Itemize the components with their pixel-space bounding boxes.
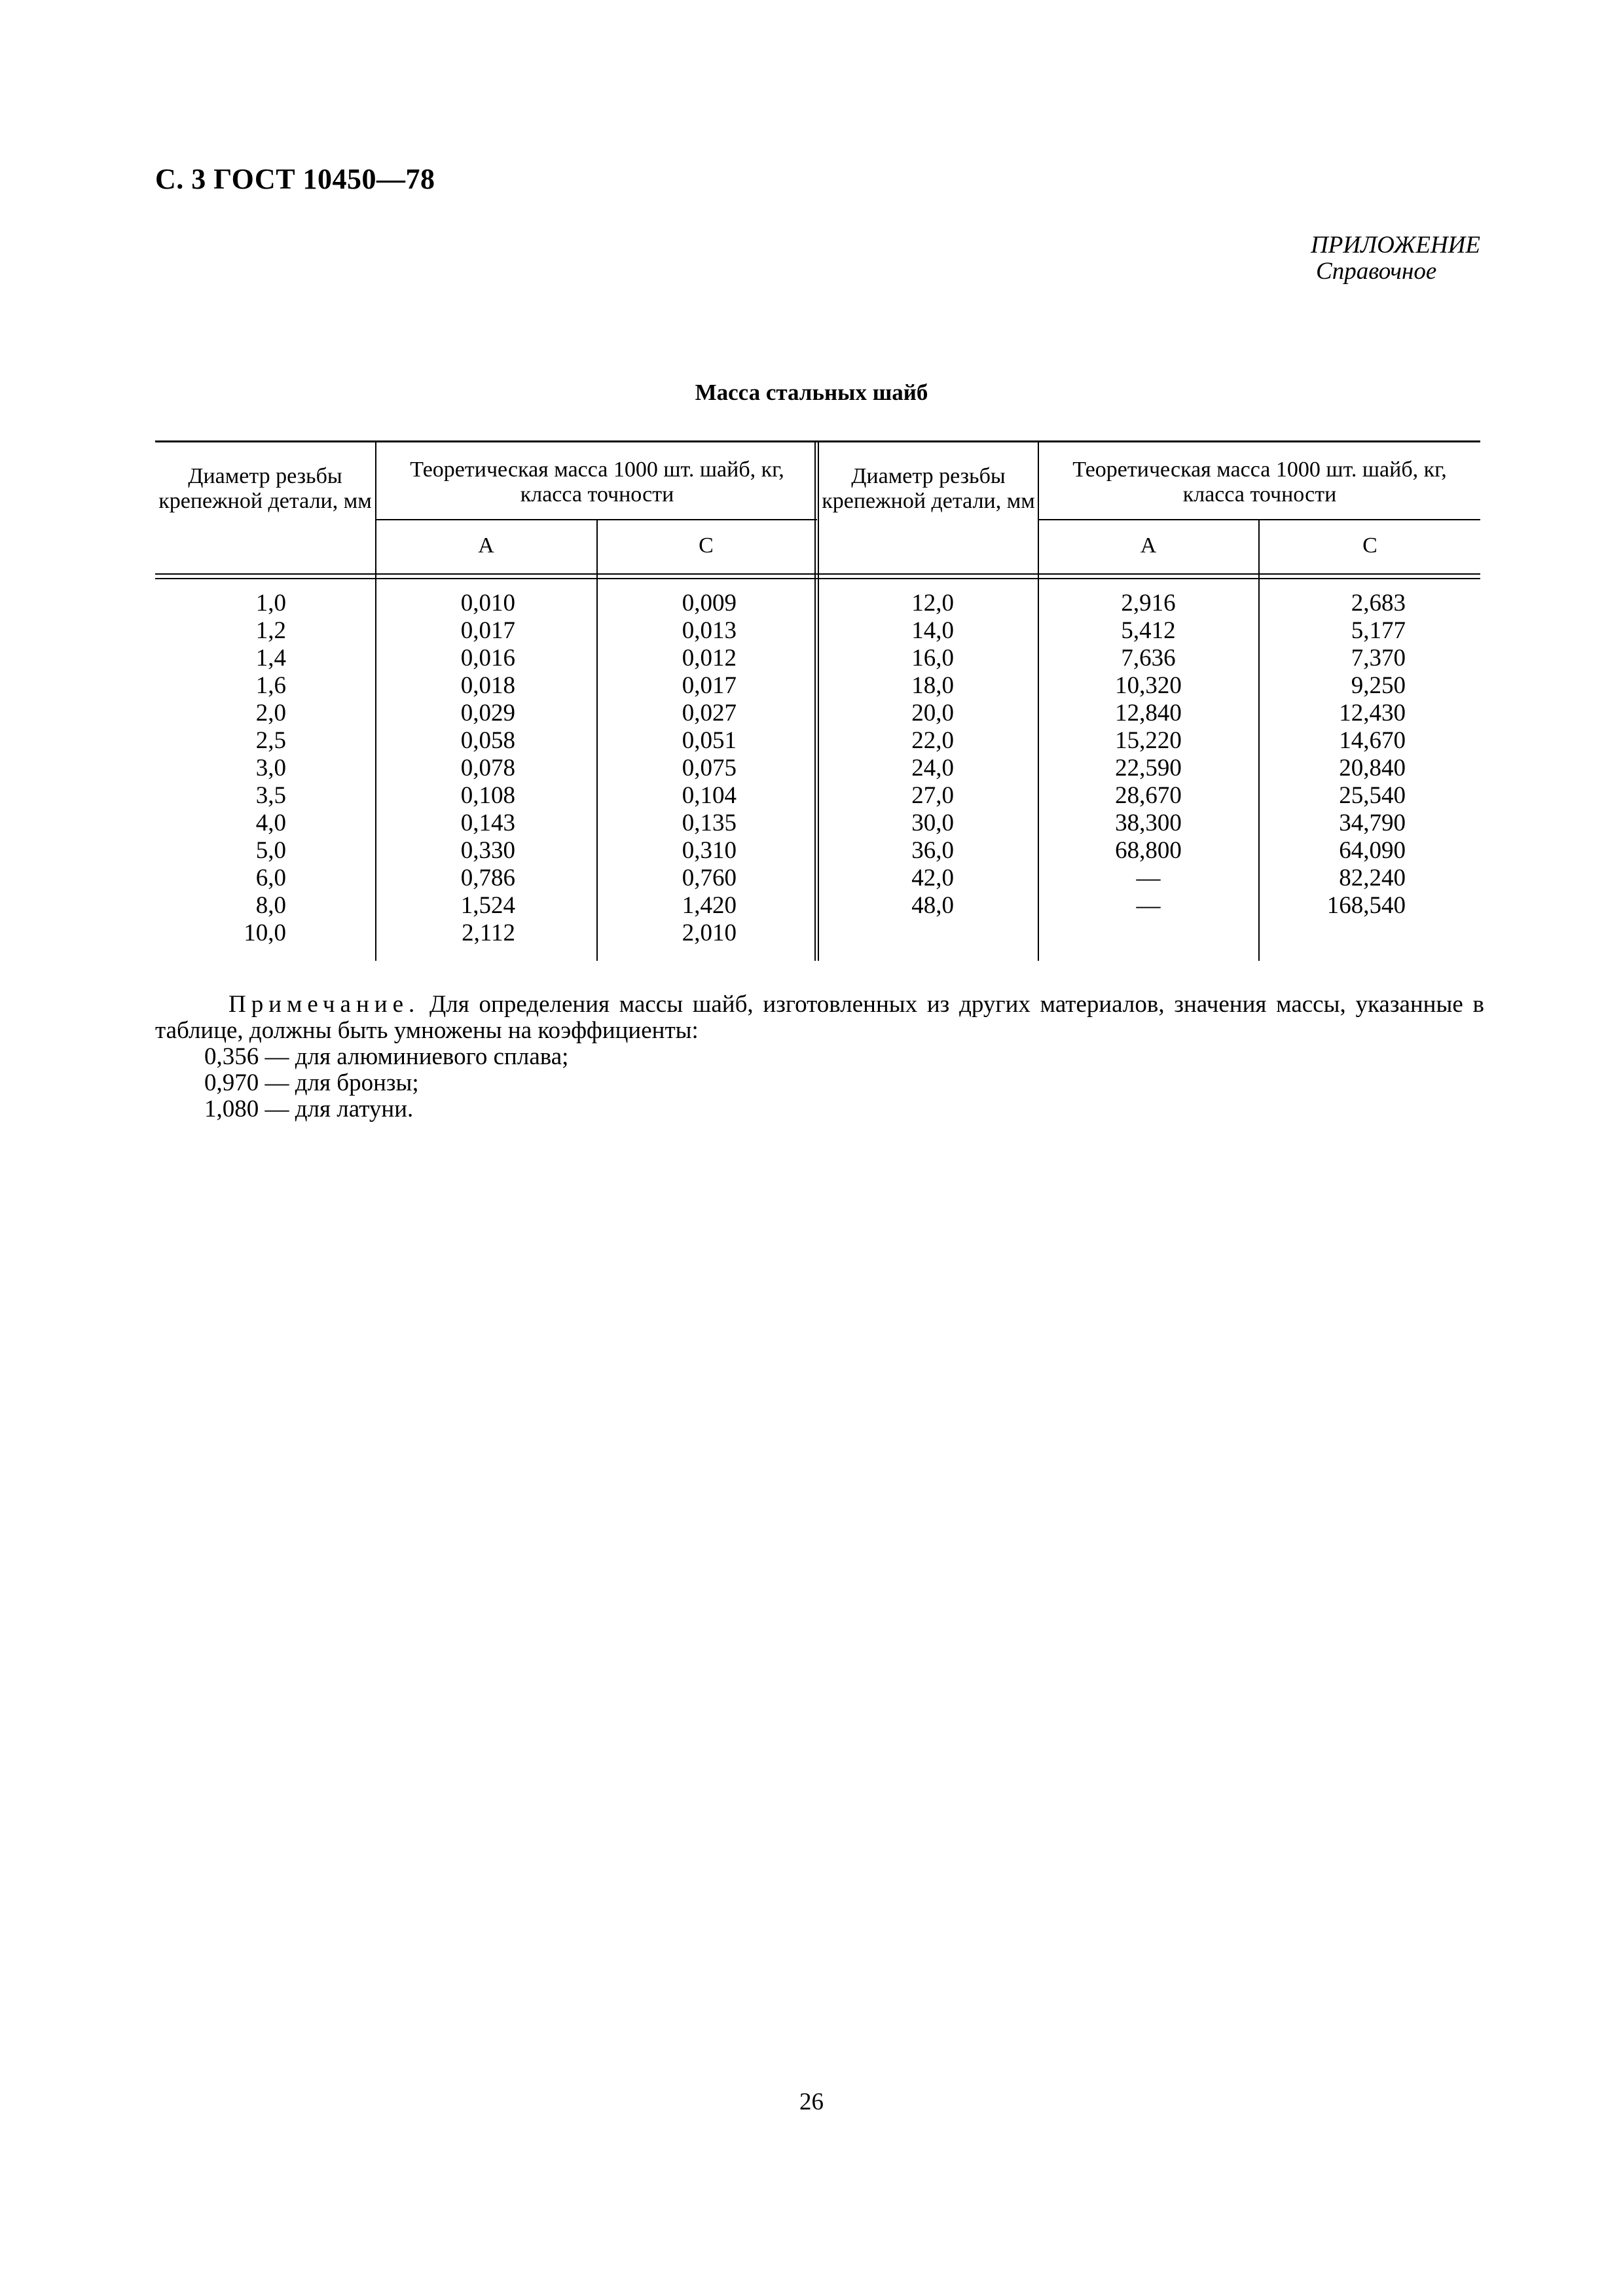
table-cell: 9,250 — [1351, 672, 1406, 699]
table-cell: 8,0 — [255, 892, 286, 919]
appendix-type: Справочное — [1316, 258, 1437, 285]
table-cell: 0,058 — [460, 727, 515, 754]
table-cell: 20,840 — [1339, 755, 1406, 781]
note-coefficient: 0,356 — для алюминиевого сплава; — [204, 1043, 569, 1070]
table-cell: 0,009 — [682, 590, 737, 617]
table-cell: 7,636 — [1121, 645, 1176, 672]
header-class-a-left: А — [478, 533, 494, 558]
note-paragraph — [155, 992, 1484, 1044]
header-diameter-left: Диаметр резьбы крепежной детали, мм — [158, 464, 372, 513]
header-mass-right: Теоретическая масса 1000 шт. шайб, кг, класса точности — [1072, 457, 1447, 507]
table-cell: 0,012 — [682, 645, 737, 672]
table-cell: 22,590 — [1115, 755, 1182, 781]
table-cell: 5,0 — [255, 837, 286, 864]
column-class-a-left — [430, 590, 515, 947]
table-cell: 10,320 — [1115, 672, 1182, 699]
table-cell: 2,5 — [255, 727, 286, 754]
table-cell: 22,0 — [911, 727, 954, 754]
table-title: Масса стальных шайб — [695, 380, 928, 405]
appendix-label — [1311, 232, 1480, 285]
mass-table — [155, 440, 1480, 964]
table-cell: 0,330 — [460, 837, 515, 864]
table-cell: 24,0 — [911, 755, 954, 781]
header-class-a-right: А — [1140, 533, 1157, 558]
table-cell: 12,430 — [1339, 700, 1406, 726]
table-cell: 1,420 — [682, 892, 737, 919]
table-cell: 5,412 — [1121, 617, 1176, 644]
table-cell: 0,051 — [682, 727, 737, 754]
table-cell: 36,0 — [911, 837, 954, 864]
column-diameter-right — [875, 590, 954, 920]
table-cell: — — [1136, 865, 1161, 891]
table-cell: 10,0 — [244, 920, 286, 946]
page-header: С. 3 ГОСТ 10450—78 — [155, 163, 435, 195]
column-class-c-right — [1307, 590, 1406, 920]
table-cell: 2,010 — [682, 920, 737, 946]
table-cell: 0,786 — [460, 865, 515, 891]
table-cell: 0,143 — [460, 810, 515, 836]
table-cell: 0,017 — [460, 617, 515, 644]
table-cell: 0,108 — [460, 782, 515, 809]
table-cell: 14,0 — [911, 617, 954, 644]
table-cell: 27,0 — [911, 782, 954, 809]
table-cell: 15,220 — [1115, 727, 1182, 754]
table-cell: 1,2 — [255, 617, 286, 644]
table-cell: 0,135 — [682, 810, 737, 836]
table-divider — [1038, 440, 1039, 961]
table-cell: 1,524 — [460, 892, 515, 919]
table-cell: 4,0 — [255, 810, 286, 836]
table-cell: — — [1136, 892, 1161, 919]
column-diameter-left — [221, 590, 286, 947]
table-cell: 0,029 — [460, 700, 515, 726]
table-cell: 0,017 — [682, 672, 737, 699]
table-cell: 0,010 — [460, 590, 515, 617]
table-cell: 3,5 — [255, 782, 286, 809]
table-cell: 0,075 — [682, 755, 737, 781]
table-cell: 0,104 — [682, 782, 737, 809]
table-cell: 16,0 — [911, 645, 954, 672]
table-cell: 82,240 — [1339, 865, 1406, 891]
table-cell: 12,0 — [911, 590, 954, 617]
table-cell: 42,0 — [911, 865, 954, 891]
appendix-title: ПРИЛОЖЕНИЕ — [1311, 232, 1480, 259]
table-cell: 12,840 — [1115, 700, 1182, 726]
table-cell: 168,540 — [1326, 892, 1406, 919]
table-cell: 14,670 — [1339, 727, 1406, 754]
note-text: Для определения массы шайб, изготовленных из других материалов, значения массы, указанные в таблице, должны быть умножены на коэффициенты: — [155, 991, 1484, 1044]
note-coefficient: 0,970 — для бронзы; — [204, 1069, 419, 1096]
table-note — [155, 992, 1484, 1122]
table-cell: 0,078 — [460, 755, 515, 781]
table-cell: 2,916 — [1121, 590, 1176, 617]
table-cell: 0,013 — [682, 617, 737, 644]
table-cell: 3,0 — [255, 755, 286, 781]
table-cell: 7,370 — [1351, 645, 1406, 672]
table-cell: 18,0 — [911, 672, 954, 699]
table-cell: 25,540 — [1339, 782, 1406, 809]
page-number: 26 — [799, 2089, 824, 2115]
table-divider-double — [814, 440, 816, 961]
table-divider — [596, 519, 598, 961]
header-diameter-right: Диаметр резьбы крепежной детали, мм — [822, 464, 1035, 513]
note-label: Примечание. — [228, 991, 420, 1018]
table-cell: 1,4 — [255, 645, 286, 672]
column-class-a-right — [1083, 590, 1214, 920]
table-cell: 1,6 — [255, 672, 286, 699]
column-class-c-left — [651, 590, 737, 947]
table-divider-double — [818, 440, 819, 961]
table-cell: 5,177 — [1351, 617, 1406, 644]
table-divider — [375, 440, 376, 961]
table-cell: 0,027 — [682, 700, 737, 726]
table-cell: 2,112 — [462, 920, 515, 946]
table-divider — [1258, 519, 1260, 961]
table-cell: 34,790 — [1339, 810, 1406, 836]
table-cell: 1,0 — [255, 590, 286, 617]
table-cell: 2,0 — [255, 700, 286, 726]
table-cell: 0,018 — [460, 672, 515, 699]
table-cell: 0,310 — [682, 837, 737, 864]
table-cell: 28,670 — [1115, 782, 1182, 809]
table-cell: 2,683 — [1351, 590, 1406, 617]
header-class-c-right: С — [1362, 533, 1377, 558]
table-cell: 6,0 — [255, 865, 286, 891]
header-class-c-left: С — [699, 533, 714, 558]
table-cell: 0,016 — [460, 645, 515, 672]
table-cell: 68,800 — [1115, 837, 1182, 864]
note-coefficient: 1,080 — для латуни. — [204, 1096, 414, 1122]
table-cell: 64,090 — [1339, 837, 1406, 864]
header-mass-left: Теоретическая масса 1000 шт. шайб, кг, класса точности — [410, 457, 784, 507]
table-cell: 48,0 — [911, 892, 954, 919]
table-cell: 30,0 — [911, 810, 954, 836]
table-cell: 38,300 — [1115, 810, 1182, 836]
table-cell: 0,760 — [682, 865, 737, 891]
table-cell: 20,0 — [911, 700, 954, 726]
